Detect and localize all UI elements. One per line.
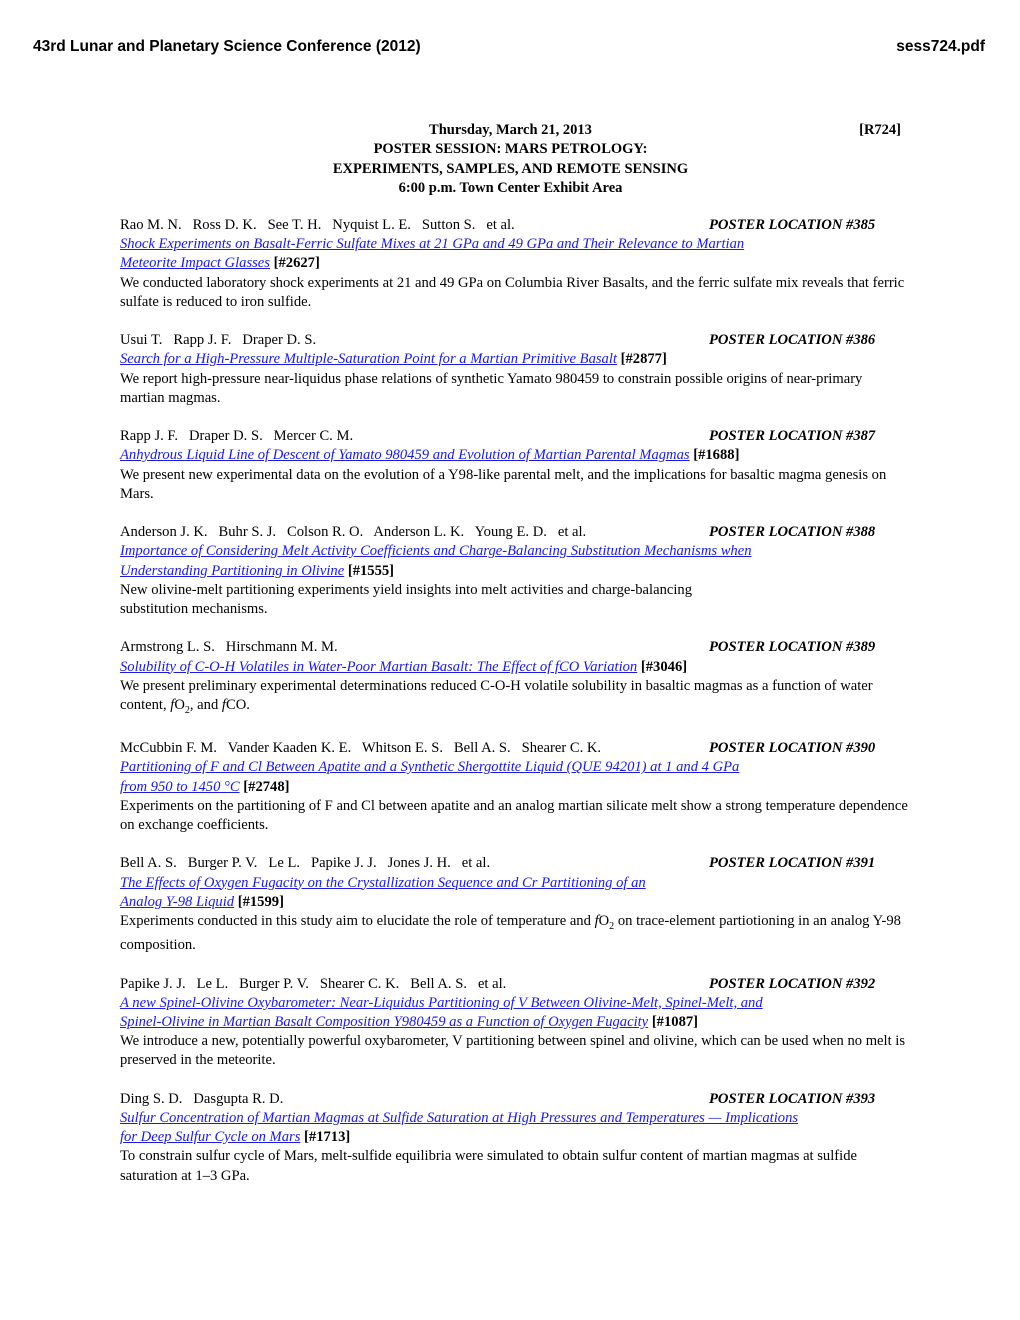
abstract-number: [#3046] — [640, 658, 688, 675]
abstract-title-link[interactable]: Solubility of C-O-H Volatiles in Water-Poor Martian Basalt: The Effect of fCO Variation — [120, 658, 638, 675]
abstract-entry — [120, 975, 910, 1071]
abstract-entry — [120, 638, 910, 720]
abstract-entry — [120, 739, 910, 835]
poster-location: POSTER LOCATION #387 — [709, 428, 876, 445]
session-date: Thursday, March 21, 2013 — [429, 122, 592, 138]
poster-location: POSTER LOCATION #385 — [709, 217, 876, 233]
session-time-place: 6:00 p.m. Town Center Exhibit Area — [398, 179, 623, 196]
abstract-summary: We report high-pressure near-liquidus phase relations of synthetic Yamato 980459 to constrain possible origins of near-primary martian magmas. — [120, 370, 863, 406]
abstract-summary: New olivine-melt partitioning experiments yield insights into melt activities and charge-balancing substitution mechanisms. — [120, 581, 692, 617]
authors: Bell A. S. Burger P. V. Le L. Papike J. J. Jones J. H. et al. — [120, 855, 491, 872]
session-title-line-1: POSTER SESSION: MARS PETROLOGY: — [373, 141, 648, 158]
authors: Papike J. J. Le L. Burger P. V. Shearer C. K. Bell A. S. et al. — [120, 975, 507, 992]
abstract-summary: We conducted laboratory shock experiments at 21 and 49 GPa on Columbia River Basalts, and the ferric sulfate mix reveals that ferric sulfate is reduced to iron sulfide. — [120, 274, 905, 310]
session-heading — [120, 121, 901, 201]
session-title-line-2: EXPERIMENTS, SAMPLES, AND REMOTE SENSING — [332, 160, 689, 177]
abstract-title-link[interactable]: Sulfur Concentration of Martian Magmas at Sulfide Saturation at High Pressures and Temperatures — Implications for Deep Sulfur Cycle on Mars — [120, 1109, 799, 1146]
poster-location: POSTER LOCATION #393 — [709, 1090, 876, 1107]
abstract-number: [#1599] — [237, 893, 284, 910]
abstract-number: [#2877] — [620, 351, 667, 368]
abstract-number: [#2748] — [243, 778, 290, 795]
page-header — [33, 38, 985, 60]
abstract-title-link[interactable]: The Effects of Oxygen Fugacity on the Crystallization Sequence and Cr Partitioning of an Analog Y-98 Liquid — [120, 874, 646, 910]
abstract-entry — [120, 216, 910, 312]
poster-location: POSTER LOCATION #389 — [709, 639, 876, 656]
abstract-number: [#1688] — [693, 447, 740, 464]
abstract-number: [#2627] — [273, 255, 320, 272]
authors: McCubbin F. M. Vander Kaaden K. E. Whitson E. S. Bell A. S. Shearer C. K. — [120, 740, 602, 757]
abstract-number: [#1555] — [347, 562, 395, 579]
authors: Armstrong L. S. Hirschmann M. M. — [120, 639, 338, 656]
abstract-list — [120, 216, 910, 1205]
abstract-summary: Experiments conducted in this study aim to elucidate the role of temperature and $fO_2$ on trace-element partiotioning in an analog Y-98 composition. — [120, 913, 901, 954]
poster-location: POSTER LOCATION #386 — [709, 332, 876, 349]
abstract-summary: To constrain sulfur cycle of Mars, melt-sulfide equilibria were simulated to obtain sulfur content of martian magmas at sulfide saturation at 1–3 GPa. — [120, 1148, 857, 1184]
abstract-summary: We present preliminary experimental determinations reduced C-O-H volatile solubility in basaltic magmas as a function of water content, $fO_2$, and fCO. — [120, 677, 873, 716]
abstract-summary: Experiments on the partitioning of F and Cl between apatite and an analog martian silicate melt show a strong temperature dependence on exchange coefficients. — [120, 797, 908, 834]
abstract-entry — [120, 427, 910, 504]
abstract-title-link[interactable]: A new Spinel-Olivine Oxybarometer: Near-Liquidus Partitioning of V Between Olivine-Melt, Spinel-Melt, and Spinel-Olivine in Martian Basalt Composition Y980459 as a Function of Oxygen Fugacity — [120, 994, 763, 1030]
abstract-summary: We present new experimental data on the evolution of a Y98-like parental melt, and the implications for basaltic magma genesis on Mars. — [120, 466, 887, 502]
abstract-entry — [120, 523, 910, 619]
abstract-title-link[interactable]: Partitioning of F and Cl Between Apatite and a Synthetic Shergottite Liquid (QUE 94201) at 1 and 4 GPa from 950 to 1450 °C — [120, 759, 740, 795]
abstract-number: [#1087] — [651, 1013, 699, 1030]
abstract-entry — [120, 331, 910, 408]
authors: Anderson J. K. Buhr S. J. Colson R. O. Anderson L. K. Young E. D. et al. — [120, 524, 587, 541]
authors: Rao M. N. Ross D. K. See T. H. Nyquist L. E. Sutton S. et al. — [120, 217, 515, 233]
authors: Rapp J. F. Draper D. S. Mercer C. M. — [120, 428, 354, 445]
abstract-summary: We introduce a new, potentially powerful oxybarometer, V partitioning between spinel and olivine, which can be used when no melt is preserved in the meteorite. — [120, 1033, 906, 1069]
poster-location: POSTER LOCATION #391 — [709, 855, 876, 872]
abstract-title-link[interactable]: Importance of Considering Melt Activity Coefficients and Charge-Balancing Substitution Mechanisms when Understanding Partitioning in Olivine — [120, 543, 752, 579]
authors: Usui T. Rapp J. F. Draper D. S. — [120, 332, 317, 349]
file-name: sess724.pdf — [896, 38, 985, 55]
abstract-title-link[interactable]: Search for a High-Pressure Multiple-Saturation Point for a Martian Primitive Basalt — [120, 351, 617, 368]
abstract-title-link[interactable]: Anhydrous Liquid Line of Descent of Yamato 980459 and Evolution of Martian Parental Magmas — [120, 447, 690, 464]
poster-location: POSTER LOCATION #392 — [709, 975, 876, 992]
conference-title: 43rd Lunar and Planetary Science Conference (2012) — [33, 38, 421, 55]
abstract-number: [#1713] — [304, 1129, 351, 1146]
authors: Ding S. D. Dasgupta R. D. — [120, 1090, 284, 1107]
poster-location: POSTER LOCATION #388 — [709, 524, 876, 541]
poster-location: POSTER LOCATION #390 — [709, 740, 876, 757]
session-code: [R724] — [859, 122, 901, 138]
abstract-title-link[interactable]: Shock Experiments on Basalt-Ferric Sulfate Mixes at 21 GPa and 49 GPa and Their Relevance to Martian Meteorite Impact Glasses — [120, 236, 745, 272]
abstract-entry — [120, 1090, 910, 1186]
abstract-entry — [120, 854, 910, 955]
